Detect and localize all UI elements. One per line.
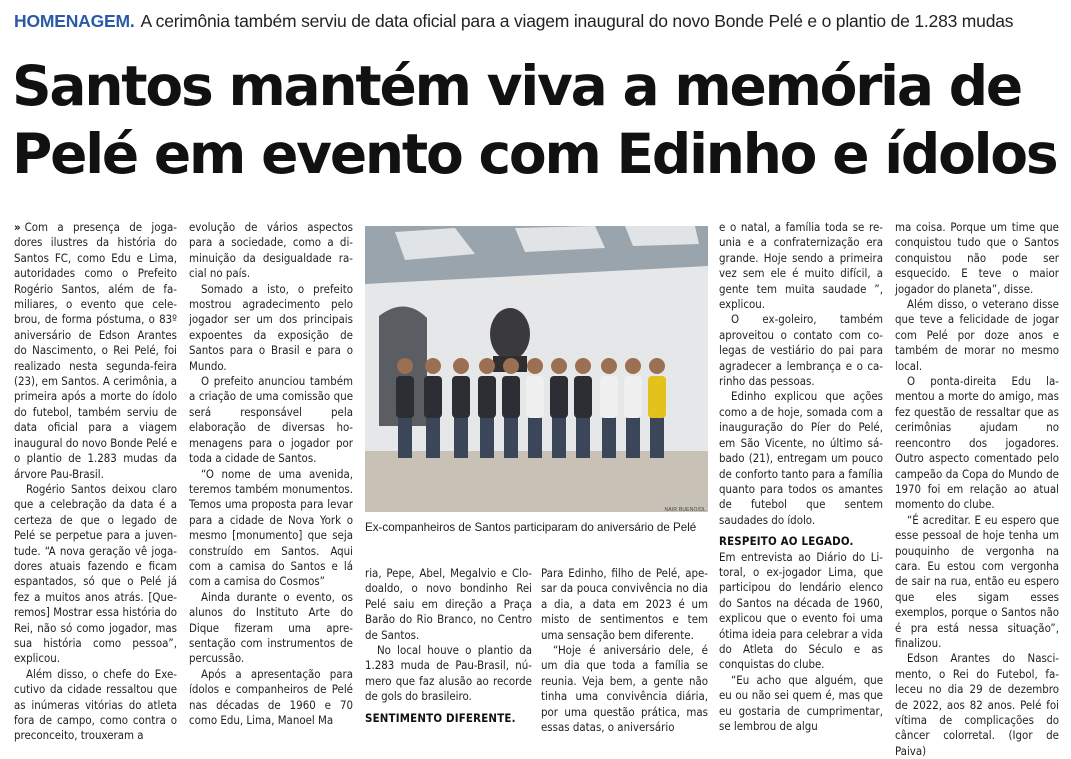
kicker-text: A cerimônia também serviu de data oficial para a viagem inaugural do novo Bonde Pelé e o plantio de 1.283 mudas bbox=[140, 11, 1014, 31]
photo-person-head bbox=[453, 358, 469, 374]
photo-person-torso bbox=[550, 376, 568, 418]
kicker-label: HOMENAGEM. bbox=[14, 11, 135, 31]
paragraph-text: Edson Arantes do Nascimento, o Rei do Futebol, faleceu no dia 29 de dezembro de 2022, aos 82 anos. Pelé foi vítima de complicações do câncer colorretal. bbox=[895, 651, 1059, 743]
event-photo bbox=[365, 226, 708, 512]
photo-person-head bbox=[479, 358, 495, 374]
photo-person-legs bbox=[504, 416, 518, 458]
paragraph: ria, Pepe, Abel, Megalvio e Clodoaldo, o novo bondinho Rei Pelé saiu em direção a Praça Barão do Rio Branco, no Centro de Santos. bbox=[365, 566, 532, 642]
paragraph: O prefeito anunciou também a criação de uma comissão que será responsável pela elaboração de diversas homenagens para o jogador por toda a cidade de Santos. bbox=[189, 374, 353, 466]
paragraph: Em entrevista ao Diário do Litoral, o ex-jogador Lima, que participou do lendário elenco do Santos na década de 1960, explicou que o evento foi uma ótima ideia para celebrar a vida do Atleta do Século e as conquistas do clube. bbox=[719, 549, 884, 672]
photo-person-legs bbox=[528, 416, 542, 458]
paragraph: Além disso, o veterano disse que teve a felicidade de jogar com Pelé por doze anos e também de morar no mesmo local. bbox=[895, 297, 1059, 373]
photo-statue-head bbox=[490, 308, 530, 360]
photo-floor bbox=[365, 451, 708, 512]
paragraph: “É acreditar. E eu espero que esse pessoal de hoje tenha um pouquinho de vergonha na cara. Eu estou com vergonha de sair na rua, então eu espero que eles sigam esses exemplos, porque o Santos não é pra está nessa situação”, finalizou. bbox=[895, 512, 1059, 650]
headline bbox=[12, 52, 1062, 188]
paragraph-text: Com a presença de jogadores ilustres da história do Santos FC, como Edu e Lima, autoridades como o Prefeito Rogério Santos, além de familiares, o evento que celebrou, de forma póstuma, o 83º aniversário de Edson Arantes do Nascimento, o Rei Pelé, foi realizado nesta segunda-feira (23), em Santos. A cerimônia, a primeira após a morte do ídolo do futebol, também serviu de data oficial para a viagem inaugural do novo Bonde Pelé e o plantio de 1.283 mudas da árvore Pau-Brasil. bbox=[14, 220, 177, 481]
photo-person-legs bbox=[480, 416, 494, 458]
paragraph: O ponta-direita Edu lamentou a morte do amigo, mas fez questão de ressaltar que as cerimônias ajudam no reencontro dos jogadores. Outro aspecto comentado pelo campeão da Copa do Mundo de 1970 foi em relação ao atual momento do clube. bbox=[895, 374, 1059, 512]
photo-person-head bbox=[503, 358, 519, 374]
paragraph: Somado a isto, o prefeito mostrou agradecimento pelo jogador ser um dos principais expoentes da exposição de Santos para o Brasil e para o Mundo. bbox=[189, 281, 353, 373]
photo-credit: NAIR BUENO/DL bbox=[664, 507, 706, 513]
paragraph: O ex-goleiro, também aproveitou o contato com colegas de vestiário do pai para agradecer a lembrança e o carinho das pessoas. bbox=[719, 312, 883, 389]
paragraph: Para Edinho, filho de Pelé, apesar da pouca convivência no dia a dia, a data em 2023 é um misto de sentimentos e tem uma sensação bem diferente. bbox=[541, 566, 708, 642]
photo-person-head bbox=[551, 358, 567, 374]
paragraph: Ainda durante o evento, os alunos do Instituto Arte do Dique fizeram uma apresentação com instrumentos de percussão. bbox=[189, 589, 353, 666]
photo-person-torso bbox=[502, 376, 520, 418]
paragraph: Rogério Santos deixou claro que a celebração da data é a certeza de que o legado de Pelé se perpetue para a juventude. “A nova geração vê jogadores atuais fazendo e ficam espantados, só que o Pelé já fez a muitos anos atrás. [Queremos] Mostrar essa história do Rei, não só como jogador, mas sua história como pessoa”, explicou. bbox=[14, 481, 177, 666]
paragraph bbox=[14, 220, 177, 482]
paragraph: Após a apresentação para ídolos e companheiros de Pelé nas décadas de 1960 e 70 como Edu, Lima, Manoel Ma bbox=[189, 666, 353, 727]
photo-person-head bbox=[425, 358, 441, 374]
headline-line-1: Santos mantém viva a memória de bbox=[12, 54, 1021, 118]
photo-person-torso bbox=[452, 376, 470, 418]
paragraph: evolução de vários aspectos para a sociedade, como a diminuição da desigualdade racial no país. bbox=[189, 220, 353, 281]
photo-person-torso bbox=[648, 376, 666, 418]
photo-caption: Ex-companheiros de Santos participaram do aniversário de Pelé bbox=[365, 521, 697, 534]
article-column-1 bbox=[14, 220, 177, 743]
subheading: SENTIMENTO DIFERENTE. bbox=[365, 710, 516, 725]
photo-person-legs bbox=[576, 416, 590, 458]
photo-person-head bbox=[649, 358, 665, 374]
kicker bbox=[14, 10, 1059, 32]
paragraph: “O nome de uma avenida, teremos também monumentos. Temos uma proposta para levar para a cidade de Nova York o mesmo [monumento] que seja construído em Santos. Aqui com a camisa do Santos e lá com a camisa do Cosmos” bbox=[189, 466, 353, 589]
photo-person-head bbox=[527, 358, 543, 374]
photo-person-legs bbox=[454, 416, 468, 458]
article-column-6 bbox=[895, 220, 1059, 758]
photo-person-torso bbox=[396, 376, 414, 418]
photo-person-head bbox=[625, 358, 641, 374]
author-signature: (Igor de Paiva) bbox=[895, 728, 1059, 758]
paragraph: e o natal, a família toda se reunia e a confraternização era grande. Hoje sendo a primeira vez sem ele é muito difícil, a gente tem muita saudade ”, explicou. bbox=[719, 220, 883, 312]
paragraph: Além disso, o chefe do Executivo da cidade ressaltou que as inúmeras vitórias do atleta fora de campo, como contra o preconceito, trouxeram a bbox=[14, 666, 177, 743]
article-column-2 bbox=[189, 220, 353, 727]
article-column-5 bbox=[719, 220, 883, 740]
photo-person-legs bbox=[552, 416, 566, 458]
paragraph: ma coisa. Porque um time que conquistou tudo que o Santos conquistou não pode ser esquecido. E teve o maior jogador do planeta”, disse. bbox=[895, 220, 1059, 296]
photo-person-torso bbox=[574, 376, 592, 418]
photo-skylight bbox=[625, 226, 699, 246]
photo-skylight bbox=[515, 226, 605, 252]
photo-person-head bbox=[601, 358, 617, 374]
photo-person-legs bbox=[602, 416, 616, 458]
paragraph bbox=[895, 651, 1059, 759]
headline-line-2: Pelé em evento com Edinho e ídolos bbox=[12, 122, 1057, 186]
photo-person-head bbox=[397, 358, 413, 374]
paragraph: No local houve o plantio da 1.283 muda de Pau-Brasil, número que faz alusão ao recorde de gols do brasileiro. bbox=[365, 643, 532, 704]
photo-person-legs bbox=[398, 416, 412, 458]
paragraph: Edinho explicou que ações como a de hoje, somada com a inauguração do Píer do Pelé, em São Vicente, no último sábado (21), entregam um pouco de conforto tanto para a família quanto para todos os amantes de futebol que sentem saudades do ídolo. bbox=[719, 389, 883, 527]
subheading: RESPEITO AO LEGADO. bbox=[719, 534, 854, 549]
photo-person-torso bbox=[624, 376, 642, 418]
photo-person-torso bbox=[478, 376, 496, 418]
photo-person-torso bbox=[424, 376, 442, 418]
photo-person-legs bbox=[626, 416, 640, 458]
photo-person-torso bbox=[526, 376, 544, 418]
paragraph: “Hoje é aniversário dele, é um dia que toda a família se reunia. Veja bem, a gente não tinha uma convivência diária, por uma questão prática, mas essas datas, o aniversário bbox=[541, 643, 708, 735]
article-column-3 bbox=[365, 566, 532, 741]
photo-person-torso bbox=[600, 376, 618, 418]
article-column-4 bbox=[541, 566, 708, 741]
photo-person-legs bbox=[426, 416, 440, 458]
paragraph: “Eu acho que alguém, que eu ou não sei quem é, mas que eu gostaria de cumprimentar, se lembrou de algu bbox=[719, 672, 883, 733]
photo-person-legs bbox=[650, 416, 664, 458]
event-photo-illustration bbox=[365, 226, 708, 512]
photo-person-head bbox=[575, 358, 591, 374]
chevron-right-icon: » bbox=[14, 220, 21, 234]
